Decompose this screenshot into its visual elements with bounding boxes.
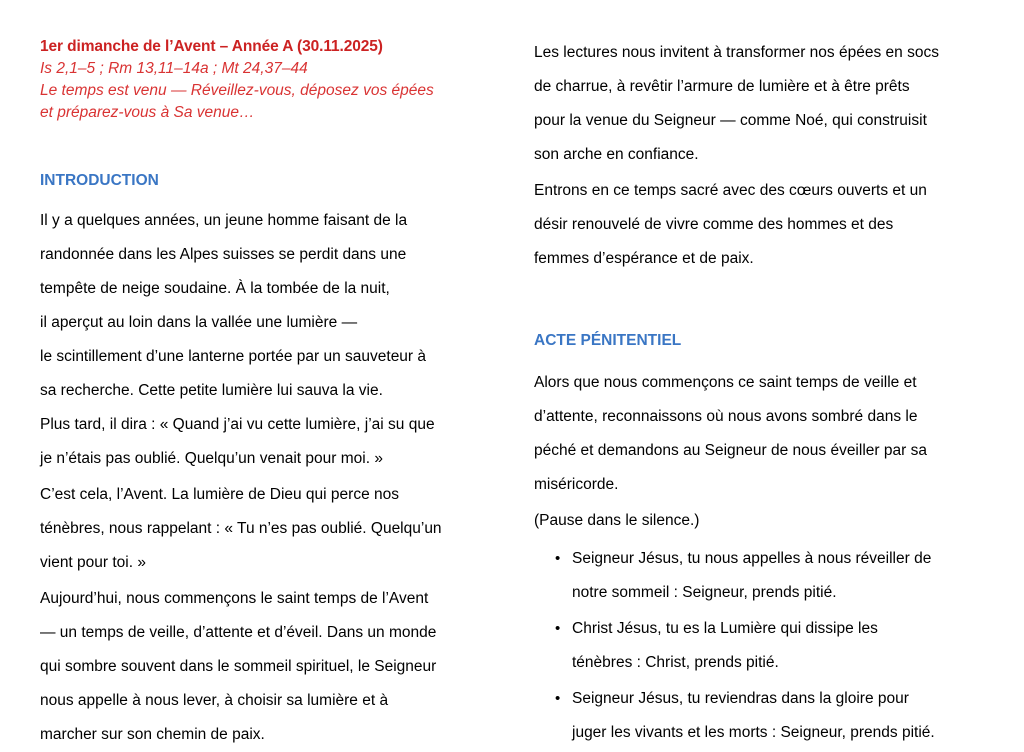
right-column	[512, 36, 1024, 752]
text-line: son arche en confiance.	[534, 146, 699, 163]
section-heading-introduction: INTRODUCTION	[40, 172, 159, 189]
text-line: d’attente, reconnaissons où nous avons sombré dans le	[534, 408, 918, 425]
two-column-layout	[0, 36, 1024, 752]
list-item	[534, 612, 996, 680]
right-paragraph-2	[534, 174, 996, 276]
text-line: — un temps de veille, d’attente et d’éveil. Dans un monde	[40, 624, 437, 641]
document-title: 1er dimanche de l’Avent – Année A (30.11.2025)	[40, 38, 383, 55]
document-header	[40, 36, 490, 124]
text-line: Aujourd’hui, nous commençons le saint temps de l’Avent	[40, 590, 429, 607]
section-heading-acte-penitentiel: ACTE PÉNITENTIEL	[534, 332, 682, 349]
text-line: qui sombre souvent dans le sommeil spirituel, le Seigneur	[40, 658, 437, 675]
text-line: il aperçut au loin dans la vallée une lumière —	[40, 314, 358, 331]
text-line: miséricorde.	[534, 476, 619, 493]
text-line: Seigneur Jésus, tu nous appelles à nous réveiller de	[572, 550, 932, 567]
scripture-readings: Is 2,1–5 ; Rm 13,11–14a ; Mt 24,37–44	[40, 60, 308, 77]
text-line: de charrue, à revêtir l’armure de lumière et à être prêts	[534, 78, 910, 95]
bullet-icon: •	[555, 690, 561, 707]
right-paragraph-1	[534, 36, 996, 172]
text-line: tempête de neige soudaine. À la tombée de la nuit,	[40, 280, 390, 297]
text-line: marcher sur son chemin de paix.	[40, 726, 265, 743]
penitential-paragraph	[534, 366, 996, 502]
text-line: C’est cela, l’Avent. La lumière de Dieu qui perce nos	[40, 486, 399, 503]
text-line: Alors que nous commençons ce saint temps de veille et	[534, 374, 917, 391]
text-line: nous appelle à nous lever, à choisir sa lumière et à	[40, 692, 389, 709]
text-line: Seigneur Jésus, tu reviendras dans la gloire pour	[572, 690, 909, 707]
text-line: pour la venue du Seigneur — comme Noé, qui construisit	[534, 112, 927, 129]
text-line: (Pause dans le silence.)	[534, 512, 700, 529]
list-item	[534, 542, 996, 610]
tagline-line-2: et préparez-vous à Sa venue…	[40, 104, 255, 121]
text-line: juger les vivants et les morts : Seigneur, prends pitié.	[572, 724, 935, 741]
text-line: Christ Jésus, tu es la Lumière qui dissipe les	[572, 620, 878, 637]
invocation-list	[534, 542, 996, 750]
bullet-icon: •	[555, 550, 561, 567]
text-line: randonnée dans les Alpes suisses se perdit dans une	[40, 246, 407, 263]
pause-rubric	[534, 504, 996, 538]
document-tagline	[40, 80, 490, 124]
text-line: Plus tard, il dira : « Quand j’ai vu cette lumière, j’ai su que	[40, 416, 435, 433]
tagline-line-1: Le temps est venu — Réveillez-vous, déposez vos épées	[40, 82, 434, 99]
text-line: le scintillement d’une lanterne portée par un sauveteur à	[40, 348, 427, 365]
text-line: péché et demandons au Seigneur de nous éveiller par sa	[534, 442, 927, 459]
text-line: je n’étais pas oublié. Quelqu’un venait pour moi. »	[40, 450, 383, 467]
intro-paragraph-3	[40, 582, 490, 752]
text-line: ténèbres : Christ, prends pitié.	[572, 654, 779, 671]
text-line: Entrons en ce temps sacré avec des cœurs ouverts et un	[534, 182, 927, 199]
list-item	[534, 682, 996, 750]
text-line: Il y a quelques années, un jeune homme faisant de la	[40, 212, 408, 229]
text-line: Les lectures nous invitent à transformer nos épées en socs	[534, 44, 939, 61]
text-line: vient pour toi. »	[40, 554, 146, 571]
text-line: ténèbres, nous rappelant : « Tu n’es pas oublié. Quelqu’un	[40, 520, 442, 537]
intro-paragraph-2	[40, 478, 490, 580]
left-column	[0, 36, 512, 752]
text-line: femmes d’espérance et de paix.	[534, 250, 754, 267]
text-line: désir renouvelé de vivre comme des hommes et des	[534, 216, 894, 233]
text-line: notre sommeil : Seigneur, prends pitié.	[572, 584, 837, 601]
intro-paragraph-1	[40, 204, 490, 476]
text-line: sa recherche. Cette petite lumière lui sauva la vie.	[40, 382, 383, 399]
bullet-icon: •	[555, 620, 561, 637]
